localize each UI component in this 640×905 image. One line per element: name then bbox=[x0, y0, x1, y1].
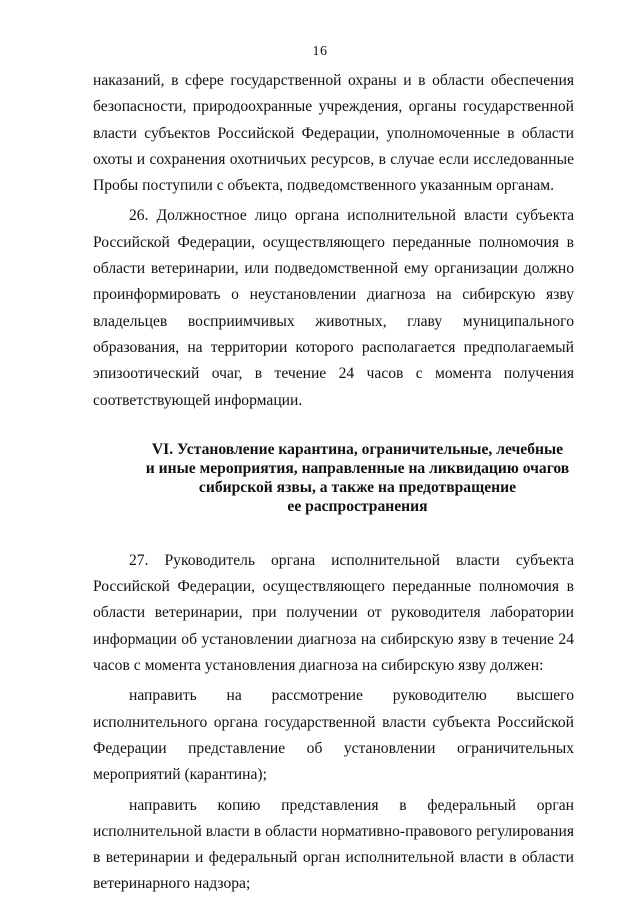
document-body bbox=[93, 68, 574, 898]
paragraph-27-item-a: направить на рассмотрение руководителю высшего исполнительного органа государственной власти субъекта Российской Федерации представление об установлении ограничительных мероприятий (карантина); bbox=[93, 687, 574, 784]
page-number: 16 bbox=[312, 44, 328, 59]
heading-line-2: и иные мероприятия, направленные на ликвидацию очагов bbox=[145, 459, 570, 477]
heading-line-4: ее распространения bbox=[287, 497, 428, 515]
paragraph-continuation: наказаний, в сфере государственной охраны и в области обеспечения безопасности, природоохранные учреждения, органы государственной власти субъектов Российской Федерации, уполномоченные в области охоты и сохранения охотничьих ресурсов, в случае если исследованные Пробы поступили с объекта, подведомственного указанным органам. bbox=[93, 72, 574, 195]
heading-line-1: VI. Установление карантина, ограничительные, лечебные bbox=[151, 440, 564, 458]
section-heading bbox=[93, 440, 574, 516]
heading-line-3: сибирской язвы, а также на предотвращение bbox=[198, 478, 517, 496]
paragraph-26: 26. Должностное лицо органа исполнительной власти субъекта Российской Федерации, осуществляющего переданные полномочия в области ветеринарии, или подведомственной ему организации должно проинформировать о неустановлении диагноза на сибирскую язву владельцев восприимчивых животных, главу муниципального образования, на территории которого располагается предполагаемый эпизоотический очаг, в течение 24 часов с момента получения соответствующей информации. bbox=[93, 207, 574, 409]
paragraph-27: 27. Руководитель органа исполнительной власти субъекта Российской Федерации, осуществляющего переданные полномочия в области ветеринарии, при получении от руководителя лаборатории информации об установлении диагноза на сибирскую язву в течение 24 часов с момента установления диагноза на сибирскую язву должен: bbox=[93, 551, 574, 675]
paragraph-27-item-b: направить копию представления в федеральный орган исполнительной власти в области нормативно-правового регулирования в ветеринарии и федеральный орган исполнительной власти в области ветеринарного надзора; bbox=[93, 796, 574, 893]
